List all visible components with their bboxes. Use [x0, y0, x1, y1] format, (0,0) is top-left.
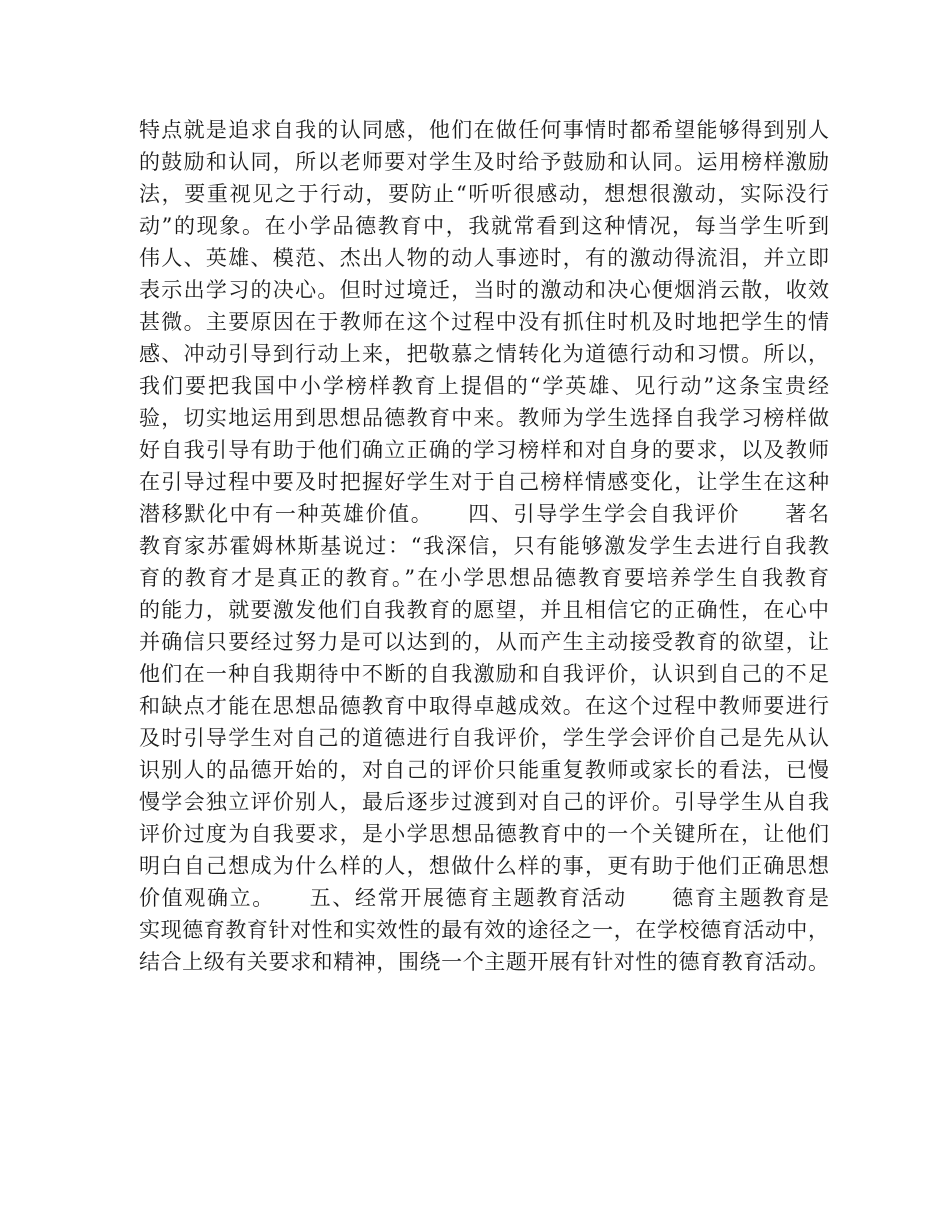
text-line: 表示出学习的决心。但时过境迁，当时的激动和决心便烟消云散，收效	[139, 278, 831, 302]
text-line: 评价过度为自我要求，是小学思想品德教育中的一个关键所在，让他们	[139, 822, 831, 846]
text-line: 验，切实地运用到思想品德教育中来。教师为学生选择自我学习榜样做	[139, 406, 831, 430]
text-line: 甚微。主要原因在于教师在这个过程中没有抓住时机及时地把学生的情	[139, 310, 831, 334]
text-line: 并确信只要经过努力是可以达到的，从而产生主动接受教育的欲望，让	[139, 630, 831, 654]
text-line: 结合上级有关要求和精神，围绕一个主题开展有针对性的德育教育活动。	[139, 950, 830, 974]
text-line: 识别人的品德开始的，对自己的评价只能重复教师或家长的看法，已慢	[139, 758, 831, 782]
text-line: 明白自己想成为什么样的人，想做什么样的事，更有助于他们正确思想	[139, 854, 831, 878]
text-line: 好自我引导有助于他们确立正确的学习榜样和对自身的要求，以及教师	[139, 438, 831, 462]
text-line: 慢学会独立评价别人，最后逐步过渡到对自己的评价。引导学生从自我	[139, 790, 831, 814]
text-line: 在引导过程中要及时把握好学生对于自己榜样情感变化，让学生在这种	[139, 470, 831, 494]
text-line: 教育家苏霍姆林斯基说过：“我深信，只有能够激发学生去进行自我教	[139, 534, 831, 558]
body-text	[139, 114, 829, 978]
text-line: 特点就是追求自我的认同感，他们在做任何事情时都希望能够得到别人	[139, 118, 831, 142]
text-line: 感、冲动引导到行动上来，把敬慕之情转化为道德行动和习惯。所以，	[139, 342, 831, 366]
text-line: 的鼓励和认同，所以老师要对学生及时给予鼓励和认同。运用榜样激励	[139, 150, 831, 174]
text-line: 实现德育教育针对性和实效性的最有效的途径之一，在学校德育活动中，	[139, 918, 830, 942]
text-line: 伟人、英雄、模范、杰出人物的动人事迹时，有的激动得流泪，并立即	[139, 246, 831, 270]
text-line: 我们要把我国中小学榜样教育上提倡的“学英雄、见行动”这条宝贵经	[139, 374, 831, 398]
text-line: 价值观确立。 五、经常开展德育主题教育活动 德育主题教育是	[139, 886, 831, 910]
text-line: 动”的现象。在小学品德教育中，我就常看到这种情况，每当学生听到	[139, 214, 831, 238]
text-line: 他们在一种自我期待中不断的自我激励和自我评价，认识到自己的不足	[139, 662, 831, 686]
text-line: 及时引导学生对自己的道德进行自我评价，学生学会评价自己是先从认	[139, 726, 831, 750]
text-line: 的能力，就要激发他们自我教育的愿望，并且相信它的正确性，在心中	[139, 598, 831, 622]
text-line: 法，要重视见之于行动，要防止“听听很感动，想想很激动，实际没行	[139, 182, 831, 206]
text-line: 潜移默化中有一种英雄价值。 四、引导学生学会自我评价 著名	[139, 502, 831, 526]
text-line: 和缺点才能在思想品德教育中取得卓越成效。在这个过程中教师要进行	[139, 694, 831, 718]
text-line: 育的教育才是真正的教育。”在小学思想品德教育要培养学生自我教育	[139, 566, 831, 590]
